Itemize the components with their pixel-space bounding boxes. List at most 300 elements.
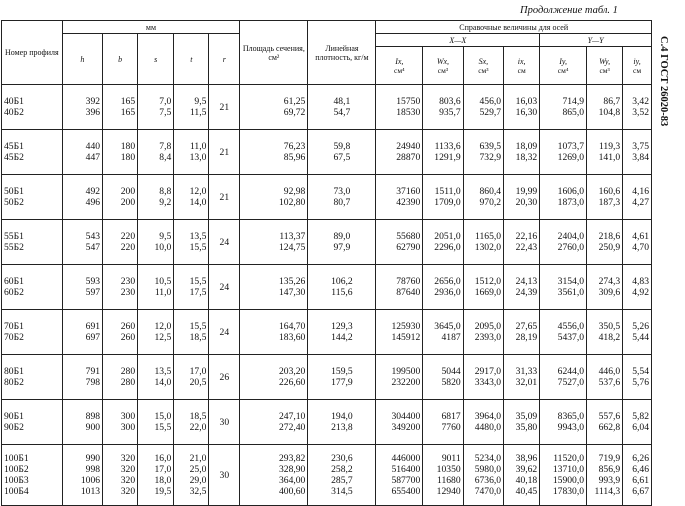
iy-moment-value: 1606,0 — [557, 186, 585, 197]
r-value-cell: 21 — [209, 130, 240, 175]
wx-value-cell — [423, 310, 463, 355]
iy-radius-value-cell — [623, 355, 652, 400]
iy-radius-value: 4,27 — [632, 197, 649, 208]
wx-value: 11680 — [437, 475, 461, 486]
density-value: 194,0 — [331, 411, 353, 422]
sx-value: 7470,0 — [474, 486, 502, 497]
axis-x-col-header-1 — [423, 47, 463, 85]
h-value-cell — [62, 175, 102, 220]
axis-x-header: X—X — [376, 34, 540, 47]
area-value-cell — [240, 220, 308, 265]
ix-radius-value-cell — [504, 265, 540, 310]
iy-radius-value: 4,92 — [632, 287, 649, 298]
ix-radius-value-cell — [504, 130, 540, 175]
t-value-cell — [174, 175, 209, 220]
wy-value-cell — [587, 220, 623, 265]
s-value: 9,5 — [159, 231, 172, 242]
sx-value-cell — [463, 175, 503, 220]
s-value: 8,8 — [159, 186, 172, 197]
t-value: 9,5 — [194, 96, 207, 107]
r-value-cell: 21 — [209, 85, 240, 130]
ix-radius-value-cell — [504, 310, 540, 355]
density-value: 48,1 — [333, 96, 351, 107]
ix-moment-value: 55680 — [396, 231, 421, 242]
h-value: 447 — [85, 152, 101, 163]
wx-value: 1291,9 — [434, 152, 461, 163]
axis-x-col-symbol: ix, — [517, 56, 526, 66]
wx-value: 5820 — [441, 377, 461, 388]
wx-value: 803,6 — [439, 96, 461, 107]
iy-radius-value: 6,67 — [632, 486, 649, 497]
wy-value-cell — [587, 175, 623, 220]
wy-value: 309,6 — [598, 287, 621, 298]
b-value-cell — [103, 310, 138, 355]
b-value: 320 — [120, 453, 136, 464]
iy-radius-value: 6,61 — [632, 475, 649, 486]
sx-value-cell — [463, 130, 503, 175]
profile-name-cell — [2, 355, 63, 400]
profile-name-cell — [2, 265, 63, 310]
wx-value: 1709,0 — [434, 197, 461, 208]
s-value: 15,0 — [154, 411, 172, 422]
ix-moment-value: 304400 — [391, 411, 421, 422]
wx-value-cell — [423, 400, 463, 445]
b-value: 165 — [120, 107, 136, 118]
ix-moment-value: 42390 — [396, 197, 421, 208]
iy-radius-value-cell — [623, 310, 652, 355]
ix-radius-value-cell — [504, 400, 540, 445]
s-value-cell — [138, 310, 174, 355]
b-value-cell — [103, 355, 138, 400]
ix-moment-value-cell — [376, 85, 423, 130]
area-value: 61,25 — [283, 96, 306, 107]
ix-moment-value: 28870 — [396, 152, 421, 163]
h-value: 593 — [85, 276, 101, 287]
profile-name-cell — [2, 175, 63, 220]
table-row — [2, 175, 652, 220]
h-value-cell — [62, 400, 102, 445]
density-value: 213,8 — [331, 422, 353, 433]
iy-radius-value-cell — [623, 400, 652, 445]
profile-name: 100Б2 — [4, 464, 29, 475]
table-row — [2, 220, 652, 265]
sx-value: 860,4 — [479, 186, 502, 197]
ix-moment-value-cell — [376, 355, 423, 400]
profile-name: 55Б2 — [4, 242, 24, 253]
ix-moment-value-cell — [376, 400, 423, 445]
ix-moment-value: 446000 — [391, 453, 421, 464]
ix-moment-value: 18530 — [396, 107, 421, 118]
profile-name: 100Б3 — [4, 475, 29, 486]
wy-value: 719,9 — [598, 453, 621, 464]
density-value: 80,7 — [333, 197, 351, 208]
area-value: 124,75 — [278, 242, 306, 253]
area-value: 92,98 — [283, 186, 306, 197]
axis-x-col-unit: см³ — [478, 65, 489, 75]
iy-radius-value: 4,70 — [632, 242, 649, 253]
area-value-cell — [240, 400, 308, 445]
r-value-cell: 24 — [209, 220, 240, 265]
ix-moment-value: 24940 — [396, 141, 421, 152]
sx-value: 456,0 — [479, 96, 502, 107]
area-value: 247,10 — [278, 411, 306, 422]
wx-value: 3645,0 — [434, 321, 461, 332]
t-value: 13,0 — [189, 152, 207, 163]
wy-value: 446,0 — [598, 366, 621, 377]
s-value: 14,0 — [154, 377, 172, 388]
profile-name-cell — [2, 130, 63, 175]
sx-value: 2095,0 — [474, 321, 502, 332]
iy-radius-value: 6,26 — [632, 453, 649, 464]
ix-radius-value: 18,09 — [515, 141, 538, 152]
iy-moment-value: 4556,0 — [557, 321, 585, 332]
s-value: 7,5 — [159, 107, 172, 118]
b-value: 320 — [120, 486, 136, 497]
wx-value: 10350 — [436, 464, 461, 475]
axis-y-col-unit: см⁴ — [557, 65, 569, 75]
sx-value: 970,2 — [479, 197, 502, 208]
ix-radius-value: 40,45 — [515, 486, 538, 497]
sx-value: 2393,0 — [474, 332, 502, 343]
wx-value: 1511,0 — [434, 186, 461, 197]
iy-moment-value: 2404,0 — [557, 231, 585, 242]
table-row — [2, 85, 652, 130]
axis-x-col-header-0 — [376, 47, 423, 85]
dim-header-r: r — [209, 34, 240, 85]
b-value: 280 — [120, 377, 136, 388]
h-value: 990 — [85, 453, 101, 464]
table-row — [2, 265, 652, 310]
sx-value: 1302,0 — [474, 242, 502, 253]
r-value-cell: 24 — [209, 310, 240, 355]
t-value-cell — [174, 355, 209, 400]
area-value: 183,60 — [278, 332, 306, 343]
s-value: 19,5 — [154, 486, 172, 497]
t-value: 29,0 — [189, 475, 207, 486]
profile-name-cell — [2, 85, 63, 130]
area-value: 203,20 — [278, 366, 306, 377]
sx-value: 529,7 — [479, 107, 502, 118]
t-value: 32,5 — [189, 486, 207, 497]
h-value-cell — [62, 220, 102, 265]
reference-values-header: Справочные величины для осей — [376, 21, 652, 34]
h-value: 798 — [85, 377, 101, 388]
h-value: 900 — [85, 422, 101, 433]
sx-value: 639,5 — [479, 141, 502, 152]
iy-moment-value: 5437,0 — [557, 332, 585, 343]
density-value-cell — [308, 400, 376, 445]
b-value: 260 — [120, 321, 136, 332]
ix-moment-value: 62790 — [396, 242, 421, 253]
t-value: 25,0 — [189, 464, 207, 475]
wy-value: 218,6 — [598, 231, 621, 242]
wy-value-cell — [587, 85, 623, 130]
profile-name: 40Б2 — [4, 107, 24, 118]
s-value-cell — [138, 400, 174, 445]
ix-radius-value: 39,62 — [515, 464, 538, 475]
dim-header-t: t — [174, 34, 209, 85]
h-value: 396 — [85, 107, 101, 118]
t-value: 14,0 — [189, 197, 207, 208]
area-value: 164,70 — [278, 321, 306, 332]
wx-value-cell — [423, 265, 463, 310]
iy-moment-value: 8365,0 — [557, 411, 585, 422]
ix-radius-value: 35,09 — [515, 411, 538, 422]
wy-value: 187,3 — [598, 197, 621, 208]
profile-name: 80Б1 — [4, 366, 24, 377]
density-value: 230,6 — [331, 453, 353, 464]
h-value: 998 — [85, 464, 101, 475]
b-value: 320 — [120, 475, 136, 486]
ix-radius-value: 22,43 — [515, 242, 538, 253]
axis-x-col-unit: см³ — [437, 65, 449, 75]
t-value: 18,5 — [189, 411, 207, 422]
wy-value: 250,9 — [598, 242, 621, 253]
side-margin — [656, 0, 682, 454]
iy-moment-value: 3154,0 — [557, 276, 585, 287]
wx-value-cell — [423, 85, 463, 130]
t-value-cell — [174, 220, 209, 265]
t-value: 13,5 — [189, 231, 207, 242]
ix-moment-value-cell — [376, 265, 423, 310]
h-value: 597 — [85, 287, 101, 298]
wy-value-cell — [587, 355, 623, 400]
iy-radius-value: 3,84 — [632, 152, 649, 163]
iy-radius-value: 6,46 — [632, 464, 649, 475]
axis-y-col-header-0 — [540, 47, 587, 85]
density-value-cell — [308, 85, 376, 130]
b-value: 180 — [120, 152, 136, 163]
ix-moment-value-cell — [376, 220, 423, 265]
wy-value: 662,8 — [598, 422, 621, 433]
s-value-cell — [138, 355, 174, 400]
sx-value: 1512,0 — [474, 276, 502, 287]
s-value: 11,0 — [154, 287, 172, 298]
wx-value: 4187 — [441, 332, 461, 343]
table-row — [2, 355, 652, 400]
area-value-cell — [240, 355, 308, 400]
t-value-cell — [174, 85, 209, 130]
iy-radius-value: 3,52 — [632, 107, 649, 118]
linear-density-header: Линейная плотность, кг/м — [308, 21, 376, 85]
area-value: 113,37 — [279, 231, 306, 242]
iy-radius-value: 5,54 — [632, 366, 649, 377]
ix-moment-value: 349200 — [391, 422, 421, 433]
sx-value-cell — [463, 85, 503, 130]
ix-moment-value: 37160 — [396, 186, 421, 197]
s-value: 7,8 — [159, 141, 172, 152]
wx-value: 6817 — [441, 411, 461, 422]
area-value-cell — [240, 130, 308, 175]
iy-moment-value: 714,9 — [562, 96, 585, 107]
wx-value: 9011 — [441, 453, 461, 464]
density-value: 159,5 — [331, 366, 353, 377]
h-value: 697 — [85, 332, 101, 343]
ix-radius-value: 20,30 — [515, 197, 538, 208]
ix-moment-value: 78760 — [396, 276, 421, 287]
iy-radius-value-cell — [623, 175, 652, 220]
ix-moment-value: 232200 — [391, 377, 421, 388]
t-value: 12,0 — [189, 186, 207, 197]
iy-radius-value-cell — [623, 220, 652, 265]
iy-moment-value: 1269,0 — [557, 152, 585, 163]
wx-value: 7760 — [441, 422, 461, 433]
wx-value: 2051,0 — [434, 231, 461, 242]
area-value-cell — [240, 175, 308, 220]
r-value-cell: 30 — [209, 400, 240, 445]
s-value: 18,0 — [154, 475, 172, 486]
axis-x-col-header-3 — [504, 47, 540, 85]
iy-radius-value: 5,26 — [632, 321, 649, 332]
area-value: 102,80 — [278, 197, 306, 208]
iy-moment-value-cell — [540, 400, 587, 445]
b-value-cell — [103, 85, 138, 130]
wy-value: 993,9 — [598, 475, 621, 486]
b-value: 220 — [120, 242, 136, 253]
iy-moment-value: 6244,0 — [557, 366, 585, 377]
axis-y-col-unit: см³ — [599, 65, 610, 75]
wy-value: 1114,3 — [594, 486, 621, 497]
wy-value: 160,6 — [598, 186, 621, 197]
table-body — [2, 85, 652, 506]
area-value-cell — [240, 310, 308, 355]
b-value-cell — [103, 220, 138, 265]
density-value-cell — [308, 265, 376, 310]
b-value: 200 — [120, 197, 136, 208]
area-value-cell — [240, 265, 308, 310]
axis-y-col-symbol: iy, — [633, 56, 641, 66]
area-value: 293,82 — [278, 453, 306, 464]
iy-moment-value-cell — [540, 130, 587, 175]
s-value: 10,5 — [154, 276, 172, 287]
sx-value: 5980,0 — [474, 464, 502, 475]
s-value-cell — [138, 130, 174, 175]
wy-value-cell — [587, 310, 623, 355]
density-value: 115,6 — [331, 287, 353, 298]
sx-value-cell — [463, 355, 503, 400]
s-value: 9,2 — [159, 197, 172, 208]
area-value: 135,26 — [278, 276, 306, 287]
t-value: 18,5 — [189, 332, 207, 343]
wy-value: 350,5 — [598, 321, 621, 332]
profile-number-header: Номер профиля — [2, 21, 63, 85]
density-value: 59,8 — [333, 141, 351, 152]
ix-radius-value-cell — [504, 85, 540, 130]
profile-name: 90Б1 — [4, 411, 24, 422]
b-value: 260 — [120, 332, 136, 343]
dim-header-b: b — [103, 34, 138, 85]
density-value: 97,9 — [333, 242, 351, 253]
h-value-cell — [62, 310, 102, 355]
b-value-cell — [103, 265, 138, 310]
density-value: 67,5 — [333, 152, 351, 163]
h-value: 440 — [85, 141, 101, 152]
h-value: 898 — [85, 411, 101, 422]
sx-value: 732,9 — [479, 152, 502, 163]
s-value: 17,0 — [154, 464, 172, 475]
axis-x-col-unit: см⁴ — [393, 65, 405, 75]
iy-moment-value-cell — [540, 265, 587, 310]
wy-value: 119,3 — [598, 141, 621, 152]
b-value-cell — [103, 400, 138, 445]
axis-y-col-header-2 — [623, 47, 652, 85]
ix-radius-value: 40,18 — [515, 475, 538, 486]
axis-y-header: Y—Y — [540, 34, 652, 47]
profile-table — [1, 20, 652, 506]
iy-moment-value-cell — [540, 355, 587, 400]
axis-x-col-unit: см — [517, 65, 526, 75]
sx-value: 5234,0 — [474, 453, 502, 464]
ix-moment-value: 145912 — [391, 332, 421, 343]
t-value-cell — [174, 310, 209, 355]
wx-value: 2936,0 — [434, 287, 461, 298]
ix-moment-value: 87640 — [396, 287, 421, 298]
ix-radius-value: 24,39 — [515, 287, 538, 298]
density-value: 258,2 — [331, 464, 353, 475]
iy-radius-value: 5,44 — [632, 332, 649, 343]
h-value: 496 — [85, 197, 101, 208]
axis-y-col-header-1 — [587, 47, 623, 85]
h-value: 492 — [85, 186, 101, 197]
sx-value: 3964,0 — [474, 411, 502, 422]
s-value-cell — [138, 85, 174, 130]
axis-x-col-symbol: Sx, — [478, 56, 489, 66]
h-value: 691 — [85, 321, 101, 332]
profile-name: 50Б2 — [4, 197, 24, 208]
sx-value: 1165,0 — [475, 231, 502, 242]
wy-value-cell — [587, 400, 623, 445]
sx-value: 3343,0 — [474, 377, 502, 388]
iy-moment-value: 3561,0 — [557, 287, 585, 298]
iy-radius-value: 5,76 — [632, 377, 649, 388]
b-value: 180 — [120, 141, 136, 152]
h-value-cell — [62, 355, 102, 400]
ix-radius-value: 22,16 — [515, 231, 538, 242]
ix-radius-value: 27,65 — [515, 321, 538, 332]
r-value-cell: 30 — [209, 445, 240, 506]
profile-name: 100Б4 — [4, 486, 29, 497]
s-value-cell — [138, 175, 174, 220]
s-value-cell — [138, 220, 174, 265]
density-value-cell — [308, 130, 376, 175]
wx-value-cell — [423, 220, 463, 265]
profile-name-cell — [2, 220, 63, 265]
s-value-cell — [138, 265, 174, 310]
sx-value-cell — [463, 400, 503, 445]
h-value: 1006 — [80, 475, 101, 486]
iy-moment-value: 1073,7 — [557, 141, 585, 152]
iy-radius-value: 4,61 — [632, 231, 649, 242]
sx-value: 6736,0 — [474, 475, 502, 486]
iy-radius-value-cell — [623, 85, 652, 130]
wx-value: 5044 — [441, 366, 461, 377]
area-value: 147,30 — [278, 287, 306, 298]
wy-value-cell — [587, 265, 623, 310]
r-value-cell: 26 — [209, 355, 240, 400]
t-value: 11,5 — [189, 107, 207, 118]
iy-moment-value: 2760,0 — [557, 242, 585, 253]
ix-radius-value: 28,19 — [515, 332, 538, 343]
h-value: 1013 — [80, 486, 101, 497]
iy-radius-value: 4,16 — [632, 186, 649, 197]
profile-name: 60Б2 — [4, 287, 24, 298]
iy-radius-value: 5,82 — [632, 411, 649, 422]
mm-header: мм — [62, 21, 240, 34]
ix-moment-value: 199500 — [391, 366, 421, 377]
b-value: 220 — [120, 231, 136, 242]
ix-radius-value: 16,30 — [515, 107, 538, 118]
wx-value-cell — [423, 175, 463, 220]
